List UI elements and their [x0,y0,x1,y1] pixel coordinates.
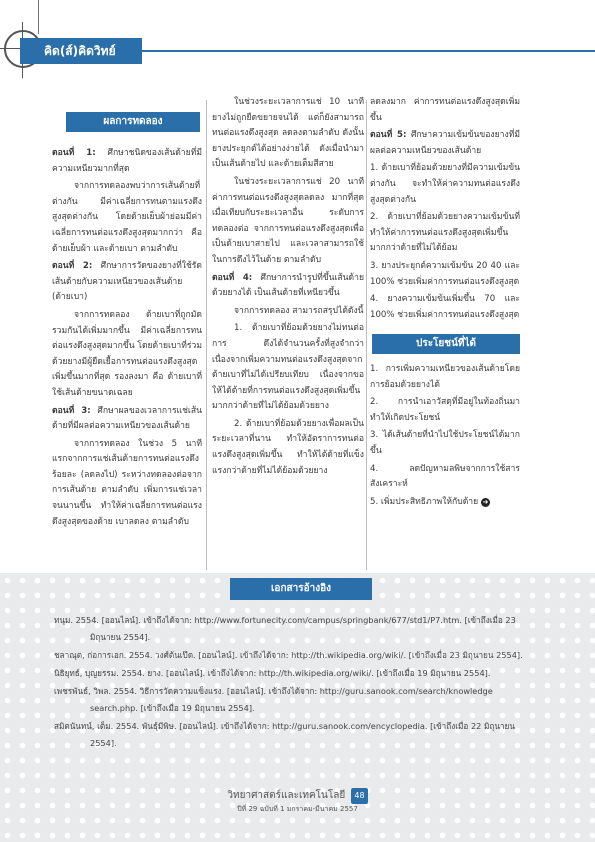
reference-item: เพชรพันธ์, วิพล. 2554. วิธีการวัดความแข็งแรง. [ออนไลน์]. เข้าถึงได้จาก: http://guru.sanook.com/search/knowledge search.php. [เข้าถึงเมื่อ 19 มิถุนายน 2554]. [54,686,493,713]
paragraph: ในช่วงระยะเวลาการแช่ 20 นาที ค่าการทนต่อแรงดึงสูงสุดลดลง มากที่สุด เมื่อเทียบกับระยะเวลาอื่น ระดับการทดลองต่อ จากการทนต่อแรงดึงสูงสุดเพื่อเป็นด้ายเบาสายไป และเวลาสามารถใช้ในการดึงไว้ในด้าย ตามลำดับ [212,176,364,265]
paragraph: จากการทดลอง ด้ายเบาที่ถูกมัดรวมกันได้เพิ่มมากขึ้น มีค่าเฉลี่ยการทนต่อแรงดึงสูงสุดมากขึ้น โดยด้ายเบาที่ร่วมด้วยยางมีผู้ยืดเยื้อการทนต่อแรงดึงสูงสุดเพิ่มขึ้นมากที่สุด รองลงมา คือ ด้ายเบาที่ใช้เส้นด้ายขนาดเฉลย [52,309,202,398]
reference-item: ชลาณุต, ก่อการเอก. 2554. วงศ์ต้นเป๊ด. [ออนไลน์]. เข้าถึงได้จาก: http://th.wikipedia.org/wiki/. [เข้าถึงเมื่อ 23 มิถุนายน 2554]. [54,650,523,660]
paragraph: ลดลงมาก ค่าการทนต่อแรงดึงสูงสุดเพิ่มขึ้น [370,97,520,123]
column-divider [206,100,207,570]
result-item: 1. ด้ายเบาที่ย้อมด้วยยางที่มีความเข้มข้นต่างกัน จะทำให้ค่าความทนต่อแรงดึงสูงสุดต่างกัน [370,163,520,205]
paragraph: 2. ด้ายเบาที่ย้อมด้วยยางเพื่อผลเป็นระยะเวลาที่นาน ทำให้อัตราการทนต่อแรงดึงสูงสุดเพิ่มขึ้น ทำให้ได้ด้ายที่แข็งแรงกว่าด้ายที่ไม่ได้ย้อมด้วยยาง [212,418,364,476]
benefit-text: 5. เพิ่มประสิทธิภาพให้กับด้าย [370,496,479,507]
references-heading: เอกสารอ้างอิง [230,578,372,600]
paragraph: ในช่วงระยะเวลาการแช่ 10 นาที ยางไม่ถูกยืดขยายจนได้ แต่ก็ยังสามารถทนต่อแรงดึงสูงสุด ลดลงตามลำดับ ดังนั้น ยางประยุกต์ได้อย่างง่ายได้ ดังเมื่อนำมาเป็นเส้นด้ายไป และด้ายเต็มสีสาย [212,97,364,170]
benefit-item [370,495,520,511]
paragraph-text: ศึกษาความเข้มข้นของยางที่มีผลต่อความเหนียวของเส้นด้าย [370,130,520,156]
paragraph-text: ศึกษาชนิดของเส้นด้ายที่มีความเหนียวมากที่สุด [52,148,202,174]
reference-item: นิธิยุทธ์, บุญยรรม. 2554. ยาง. [ออนไลน์]. เข้าถึงได้จาก: http://th.wikipedia.org/wiki/. [เข้าถึงเมื่อ 19 มิถุนายน 2554]. [54,668,491,678]
benefit-item: 3. ได้เส้นด้ายที่นำไปใช้ประโยชน์ได้มากขึ้น [370,430,520,456]
divider [38,0,39,34]
paragraph: จากการทดลอง ในช่วง 5 นาที แรกจากการแช่เส้นด้ายการทนต่อแรงดึง ร้อยละ (ลดลงไป) ระหว่างทดลองต่อจากการเส้นด้าย ตามลำดับ เพิ่มการแช่เวลาจนนานขึ้น ทำให้ค่าเฉลี่ยการทนต่อแรงดึงสูงสุดของด้าย เบาลดลง ตามลำดับ [52,438,202,527]
part-label: ตอนที่ 3: [52,405,91,416]
part-label: ตอนที่ 4: [212,272,253,283]
column-2 [212,95,364,481]
column-3 [370,95,520,325]
result-item: 3. ยางประยุกต์ความเข้มข้น 20 40 และ 100% ช่วยเพิ่มค่าการทนต่อแรงดึงสูงสุด [370,260,520,287]
paragraph [370,128,520,159]
reference-item: สมิตนันทน์, เต็ม. 2554. พันธุ์มีพิษ. [ออนไลน์]. เข้าถึงได้จาก: http://guru.sanook.com/encyclopedia. [เข้าถึงเมื่อ 22 มิถุนายน 2554]. [54,721,515,748]
part-label: ตอนที่ 5: [370,130,407,141]
benefit-item: 2. การนำเอาวัสดุที่มีอยู่ในท้องถิ่นมาทำให้เกิดประโยชน์ [370,397,520,423]
results-heading: ผลการทดลอง [66,112,200,132]
magazine-name: วิทยาศาสตร์และเทคโนโลยี [227,790,346,801]
page-footer [0,788,595,814]
paragraph [52,404,202,435]
column-title: คิด(ส์)คิดวิทย์ [20,38,142,64]
paragraph: จากการทดลอง สามารถสรุปได้ดังนี้ [234,305,364,316]
paragraph-text: ศึกษาการวัดของยางที่ใช้รัดเส้นด้ายกับความเหนียวของเส้นด้าย (ด้ายเบา) [52,261,202,303]
part-label: ตอนที่ 2: [52,261,93,272]
paragraph: 1. ด้ายเบาที่ย้อมด้วยยางไม่ทนต่อการ ดึงได้จำนวนครั้งที่สูงจำกว่า เนื่องจากเพิ่มความทนต่อแรงดึงสูงสุดจากด้ายเบาที่ไม่ได้เปรียบเทียบ เนื่องจากขอให้ได้ด้ายที่การทนต่อแรงดึงสูงสุดเพิ่มขึ้นมากกว่าด้ายที่ไม่ได้ย้อมด้วยยาง [212,323,364,412]
paragraph [212,271,364,302]
paragraph [52,259,202,306]
page-number: 48 [351,788,367,804]
paragraph: จากการทดลองพบว่าการเส้นด้ายที่ต่างกัน มีค่าเฉลี่ยการทนตามแรงดึงสูงสุดต่างกัน โดยด้ายเย็บผ้าย่อมมีค่าเฉลี่ยการทนต่อแรงดึงสูงสุดมากกว่า คือ ด้ายเย็บผ้า และด้ายเบา ตามลำดับ [52,181,202,254]
footer-magazine-line [0,788,595,804]
benefit-item: 1. การเพิ่มความเหนียวของเส้นด้ายโดยการย้อมด้วยยางได้ [370,364,520,390]
paragraph-text: ศึกษาการนำรูปที่ขึ้นเส้นด้ายด้วยยางได้ เป็นเส้นด้ายที่เหนียวขึ้น [212,272,364,299]
header [0,0,595,70]
header-rule [142,50,595,52]
column-1 [52,146,202,532]
paragraph [52,146,202,177]
reference-item: ทนุม. 2554. [ออนไลน์]. เข้าถึงได้จาก: http://www.fortunecity.com/campus/springbank/677/std1/P7.htm. [เข้าถึงเมื่อ 23 มิถุนายน 2554]. [54,615,516,642]
column-divider [366,100,367,570]
reference-list [54,612,524,753]
result-item: 4. ยางความเข้มข้นเพิ่มขึ้น 70 และ 100% ช่วยเพิ่มค่าการทนต่อแรงดึงสูงสุด [370,294,520,320]
benefits-heading: ประโยชน์ที่ได้ [372,334,520,354]
result-item: 2. ด้ายเบาที่ย้อมด้วยยางความเข้มข้นที่ทำให้ค่าการทนต่อแรงดึงสูงสุดเพิ่มขึ้นมากกว่าด้ายที่ไม่ได้ย้อม [370,212,520,254]
benefits-list [370,362,520,512]
issue-info: ปีที่ 29 ฉบับที่ 1 มกราคม-มีนาคม 2557 [237,805,358,813]
benefit-item: 4. ลดปัญหามลพิษจากการใช้สารสังเคราะห์ [370,463,520,490]
paragraph-text: ศึกษาผลของเวลาการแช่เส้นด้ายที่มีผลต่อความเหนียวของเส้นด้าย [52,405,202,432]
part-label: ตอนที่ 1: [52,148,96,158]
arrow-right-icon: ➜ [482,497,489,506]
